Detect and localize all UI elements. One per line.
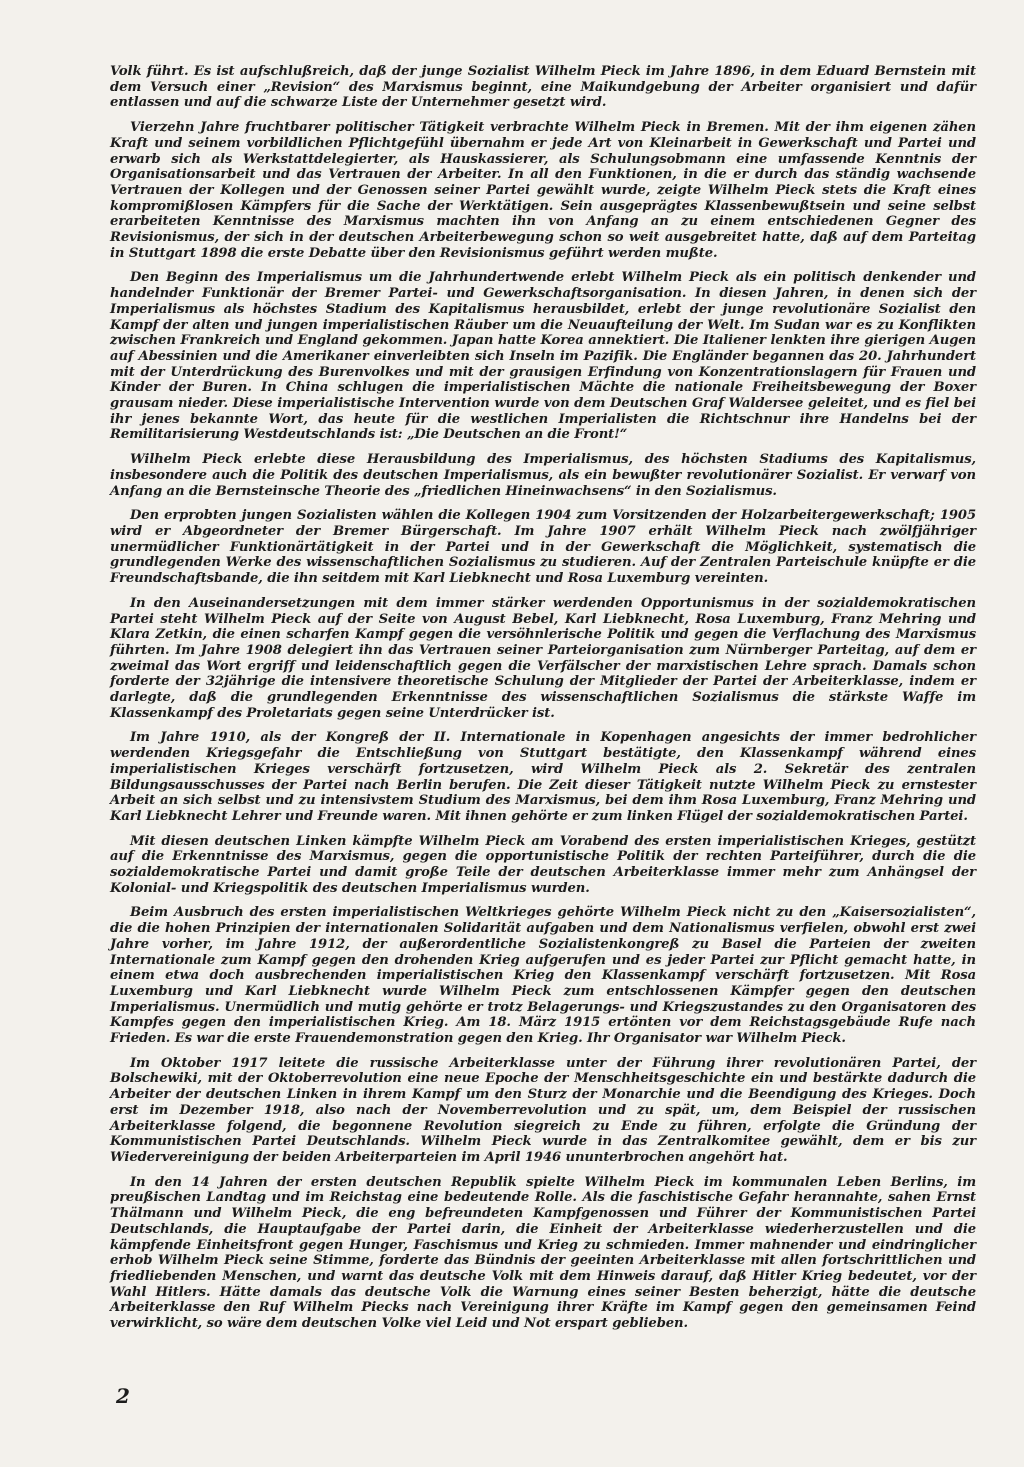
paragraph-3: Den Beginn des Imperialismus um die Jahrhundertwende erlebt Wilhelm Pieck als ein politisch denkender und handelnder Funktionär der Bremer Partei- und Gewerkschaftsorganisation. In diesen Jahren, in denen sich der Imperialismus als höchstes Stadium des Kapitalismus herausbildet, erlebt der junge revolutionäre Sozialist den Kampf der alten und jungen imperialistischen Räuber um die Neuaufteilung der Welt. Im Sudan war es zu Konflikten zwischen Frankreich und England gekommen. Japan hatte Korea annektiert. Die Italiener lenkten ihre gierigen Augen auf Abessinien und die Amerikaner einverleibten sich Inseln im Pazifik. Die Engländer begannen das 20. Jahrhundert mit der Unterdrückung des Burenvolkes und mit der grausigen Erfindung von Konzentrationslagern für Frauen und Kinder der Buren. In China schlugen die imperialistischen Mächte die nationale Freiheitsbewegung der Boxer grausam nieder. Diese imperialistische Intervention wurde von dem Deutschen Graf Waldersee geleitet, und es fiel bei ihr jenes bekannte Wort, das heute für die westlichen Imperialisten die Richtschnur ihre Handelns bei der Remilitarisierung Westdeutschlands ist: „Die Deutschen an die Front!“ xyxy=(110,270,976,443)
paragraph-2: Vierzehn Jahre fruchtbarer politischer Tätigkeit verbrachte Wilhelm Pieck in Bremen. Mit der ihm eigenen zähen Kraft und seinem vorbildlichen Pflichtgefühl übernahm er jede Art von Kleinarbeit in Gewerkschaft und Partei und erwarb sich als Werkstattdelegierter, als Hauskassierer, als Schulungsobmann eine umfassende Kenntnis der Organisationsarbeit und das Vertrauen der Arbeiter. In all den Funktionen, in die er durch das ständig wachsende Vertrauen der Kollegen und der Genossen seiner Partei gewählt wurde, zeigte Wilhelm Pieck stets die Kraft eines kompromißlosen Kämpfers für die Sache der Werktätigen. Sein ausgeprägtes Klassenbewußtsein und seine selbst erarbeiteten Kenntnisse des Marxismus machten ihn von Anfang an zu einem entschiedenen Gegner des Revisionismus, der sich in der deutschen Arbeiterbewegung schon so weit ausgebreitet hatte, daß auf dem Parteitag in Stuttgart 1898 die erste Debatte über den Revisionismus geführt werden mußte. xyxy=(110,120,976,261)
paragraph-7: Im Jahre 1910, als der Kongreß der II. Internationale in Kopenhagen angesichts der immer bedrohlicher werdenden Kriegsgefahr die Entschließung von Stuttgart bestätigte, den Klassenkampf während eines imperialistischen Krieges verschärft fortzusetzen, wird Wilhelm Pieck als 2. Sekretär des zentralen Bildungsausschusses der Partei nach Berlin berufen. Die Zeit dieser Tätigkeit nutzte Wilhelm Pieck zu ernstester Arbeit an sich selbst und zu intensivstem Studium des Marxismus, bei dem ihm Rosa Luxemburg, Franz Mehring und Karl Liebknecht Lehrer und Freunde waren. Mit ihnen gehörte er zum linken Flügel der sozialdemokratischen Partei. xyxy=(110,730,976,824)
paragraph-8: Mit diesen deutschen Linken kämpfte Wilhelm Pieck am Vorabend des ersten imperialistischen Krieges, gestützt auf die Erkenntnisse des Marxismus, gegen die opportunistische Politik der rechten Parteiführer, durch die die sozialdemokratische Partei und damit große Teile der deutschen Arbeiterklasse immer mehr zum Anhängsel der Kolonial- und Kriegspolitik des deutschen Imperialismus wurden. xyxy=(110,833,976,896)
page-number: 2 xyxy=(116,1384,130,1408)
paragraph-9: Beim Ausbruch des ersten imperialistischen Weltkrieges gehörte Wilhelm Pieck nicht zu den „Kaisersozialisten“, die die hohen Prinzipien der internationalen Solidarität aufgaben und dem Nationalismus verfielen, obwohl erst zwei Jahre vorher, im Jahre 1912, der außerordentliche Sozialistenkongreß zu Basel die Parteien der zweiten Internationale zum Kampf gegen den drohenden Krieg aufgerufen und es jeder Partei zur Pflicht gemacht hatte, in einem etwa doch ausbrechenden imperialistischen Krieg den Klassenkampf verschärft fortzusetzen. Mit Rosa Luxemburg und Karl Liebknecht wurde Wilhelm Pieck zum entschlossenen Kämpfer gegen den deutschen Imperialismus. Unermüdlich und mutig gehörte er trotz Belagerungs- und Kriegszustandes zu den Organisatoren des Kampfes gegen den imperialistischen Krieg. Am 18. März 1915 ertönten vor dem Reichstagsgebäude Rufe nach Frieden. Es war die erste Frauendemonstration gegen den Krieg. Ihr Organisator war Wilhelm Pieck. xyxy=(110,905,976,1047)
paragraph-4: Wilhelm Pieck erlebte diese Herausbildung des Imperialismus, des höchsten Stadiums des Kapitalismus, insbesondere auch die Politik des deutschen Imperialismus, als ein bewußter revolutionärer Sozialist. Er verwarf von Anfang an die Bernsteinsche Theorie des „friedlichen Hineinwachsens“ in den Sozialismus. xyxy=(110,452,976,499)
paragraph-11: In den 14 Jahren der ersten deutschen Republik spielte Wilhelm Pieck im kommunalen Leben Berlins, im preußischen Landtag und im Reichstag eine bedeutende Rolle. Als die faschistische Gefahr herannahte, sahen Ernst Thälmann und Wilhelm Pieck, die eng befreundeten Kampfgenossen und Führer der Kommunistischen Partei Deutschlands, die Hauptaufgabe der Partei darin, die Einheit der Arbeiterklasse wiederherzustellen und die kämpfende Einheitsfront gegen Hunger, Faschismus und Krieg zu schmieden. Immer mahnender und eindringlicher erhob Wilhelm Pieck seine Stimme, forderte das Bündnis der geeinten Arbeiterklasse mit allen fortschrittlichen und friedliebenden Menschen, und warnt das deutsche Volk mit dem Hinweis darauf, daß Hitler Krieg bedeutet, vor der Wahl Hitlers. Hätte damals das deutsche Volk die Warnung eines seiner Besten beherzigt, hätte die deutsche Arbeiterklasse den Ruf Wilhelm Piecks nach Vereinigung ihrer Kräfte im Kampf gegen den gemeinsamen Feind verwirklicht, so wäre dem deutschen Volke viel Leid und Not erspart geblieben. xyxy=(110,1174,976,1332)
paragraph-1: Volk führt. Es ist aufschlußreich, daß der junge Sozialist Wilhelm Pieck im Jahre 1896, in dem Eduard Bernstein mit dem Versuch einer „Revision“ des Marxismus beginnt, eine Maikundgebung der Arbeiter organisiert und dafür entlassen und auf die schwarze Liste der Unternehmer gesetzt wird. xyxy=(110,64,976,111)
paragraph-6: In den Auseinandersetzungen mit dem immer stärker werdenden Opportunismus in der sozialdemokratischen Partei steht Wilhelm Pieck auf der Seite von August Bebel, Karl Liebknecht, Rosa Luxemburg, Franz Mehring und Klara Zetkin, die einen scharfen Kampf gegen die versöhnlerische Politik und gegen die Verflachung des Marxismus führten. Im Jahre 1908 delegiert ihn das Vertrauen seiner Parteiorganisation zum Nürnberger Parteitag, auf dem er zweimal das Wort ergriff und leidenschaftlich gegen die Verfälscher der marxistischen Lehre sprach. Damals schon forderte der 32jährige die intensivere theoretische Schulung der Mitglieder der Partei der Arbeiterklasse, indem er darlegte, daß die grundlegenden Erkenntnisse des wissenschaftlichen Sozialismus die stärkste Waffe im Klassenkampf des Proletariats gegen seine Unterdrücker ist. xyxy=(110,595,976,721)
paragraph-10: Im Oktober 1917 leitete die russische Arbeiterklasse unter der Führung ihrer revolutionären Partei, der Bolschewiki, mit der Oktoberrevolution eine neue Epoche der Menschheitsgeschichte ein und bestärkte dadurch die Arbeiter der deutschen Linken in ihrem Kampf um den Sturz der Monarchie und die Beendigung des Krieges. Doch erst im Dezember 1918, also nach der Novemberrevolution und zu spät, um, dem Beispiel der russischen Arbeiterklasse folgend, die begonnene Revolution siegreich zu Ende zu führen, erfolgte die Gründung der Kommunistischen Partei Deutschlands. Wilhelm Pieck wurde in das Zentralkomitee gewählt, dem er bis zur Wiedervereinigung der beiden Arbeiterparteien im April 1946 ununterbrochen angehört hat. xyxy=(110,1055,976,1165)
body-text xyxy=(110,64,976,1341)
paragraph-5: Den erprobten jungen Sozialisten wählen die Kollegen 1904 zum Vorsitzenden der Holzarbeitergewerkschaft; 1905 wird er Abgeordneter der Bremer Bürgerschaft. Im Jahre 1907 erhält Wilhelm Pieck nach zwölfjähriger unermüdlicher Funktionärtätigkeit in der Partei und in der Gewerkschaft die Möglichkeit, systematisch die grundlegenden Werke des wissenschaftlichen Sozialismus zu studieren. Auf der Zentralen Parteischule knüpfte er die Freundschaftsbande, die ihn seitdem mit Karl Liebknecht und Rosa Luxemburg vereinten. xyxy=(110,508,976,587)
